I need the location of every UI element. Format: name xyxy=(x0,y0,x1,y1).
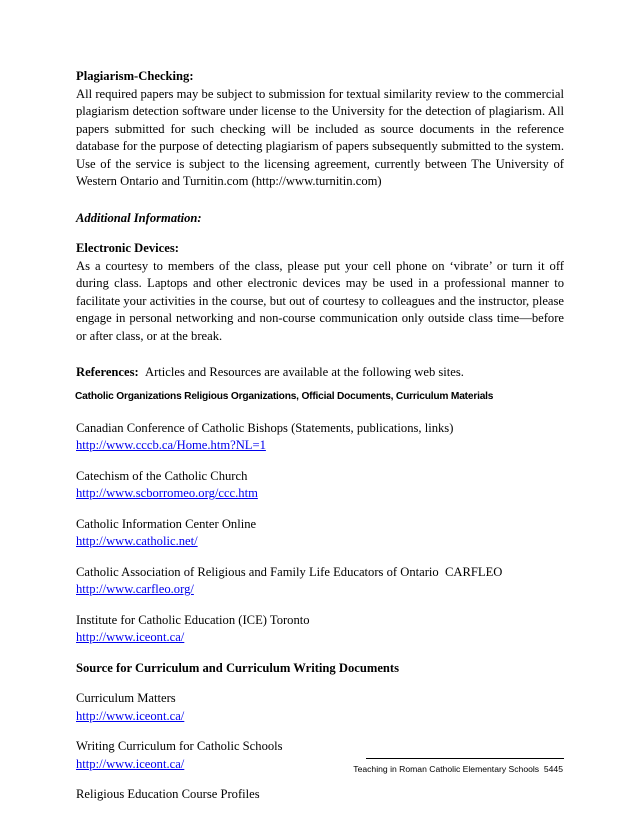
document-page xyxy=(76,68,564,804)
electronic-devices-paragraph: As a courtesy to members of the class, please put your cell phone on ‘vibrate’ or turn it off during class. Laptops and other electronic devices may be used in a professional manner to facilitate your activities in the course, but out of courtesy to colleagues and the instructor, please engage in personal networking and non-course communication only outside class time—before or after class, or at the break. xyxy=(76,258,564,343)
catholic-organizations-heading: Catholic Organizations Religious Organizations, Official Documents, Curriculum Materials xyxy=(75,390,494,402)
references-line xyxy=(76,364,564,382)
reference-item xyxy=(76,690,564,725)
footer-divider xyxy=(366,758,564,759)
reference-link[interactable]: http://www.carfleo.org/ xyxy=(76,582,194,596)
reference-item xyxy=(76,468,564,503)
reference-item xyxy=(76,564,564,599)
curriculum-heading: Source for Curriculum and Curriculum Writing Documents xyxy=(76,660,400,675)
reference-item xyxy=(76,786,564,804)
references-label: References: xyxy=(76,365,139,379)
reference-item xyxy=(76,516,564,551)
electronic-devices-heading: Electronic Devices: xyxy=(76,241,179,255)
plagiarism-heading: Plagiarism-Checking: xyxy=(76,69,194,83)
reference-link[interactable]: http://www.iceont.ca/ xyxy=(76,756,185,771)
reference-name: Institute for Catholic Education (ICE) Toronto xyxy=(76,612,310,627)
reference-link[interactable]: http://www.catholic.net/ xyxy=(76,534,198,548)
reference-link[interactable]: http://www.scborromeo.org/ccc.htm xyxy=(76,486,258,500)
reference-name: Catholic Association of Religious and Family Life Educators of Ontario CARFLEO xyxy=(76,564,503,579)
plagiarism-paragraph: All required papers may be subject to submission for textual similarity review to the commercial plagiarism detection software under license to the University for the detection of plagiarism. All papers submitted for such checking will be included as source documents in the reference database for the purpose of detecting plagiarism of papers subsequently submitted to the system. Use of the service is subject to the licensing agreement, currently between The University of Western Ontario and Turnitin.com (http://www.turnitin.com) xyxy=(76,86,564,188)
additional-information-heading: Additional Information: xyxy=(76,210,202,225)
reference-name: Writing Curriculum for Catholic Schools xyxy=(76,739,283,753)
reference-link[interactable]: http://www.iceont.ca/ xyxy=(76,630,185,644)
reference-name: Catechism of the Catholic Church xyxy=(76,468,248,483)
reference-name: Religious Education Course Profiles xyxy=(76,787,260,801)
reference-link[interactable]: http://www.cccb.ca/Home.htm?NL=1 xyxy=(76,438,266,452)
reference-name: Curriculum Matters xyxy=(76,691,176,705)
reference-name: Catholic Information Center Online xyxy=(76,516,257,531)
reference-name: Canadian Conference of Catholic Bishops (Statements, publications, links) xyxy=(76,420,454,435)
references-text: Articles and Resources are available at the following web sites. xyxy=(145,365,464,379)
reference-item xyxy=(76,612,564,647)
reference-link[interactable]: http://www.iceont.ca/ xyxy=(76,708,185,723)
reference-item xyxy=(76,420,564,455)
page-footer: Teaching in Roman Catholic Elementary Schools 5445 xyxy=(353,764,563,774)
